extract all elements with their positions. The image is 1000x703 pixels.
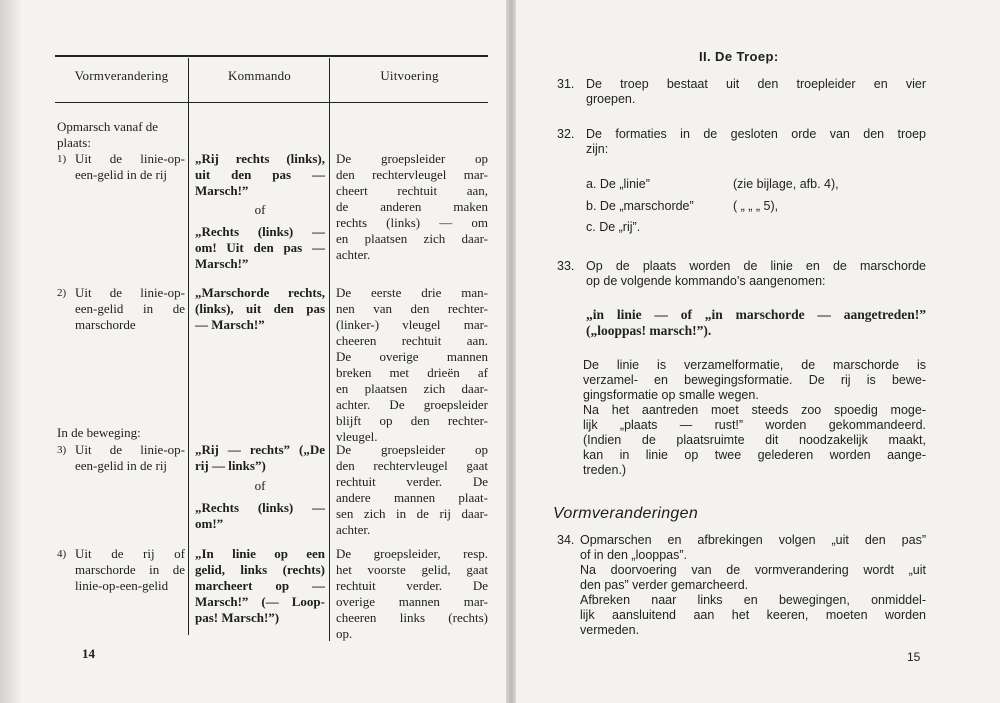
table-cell-line: een-gelid in de rij	[75, 458, 168, 473]
paragraph-line: Opmarschen en afbrekingen volgen „uit den pas”	[580, 533, 926, 547]
table-cell-line: Uit de linie-op-	[75, 285, 185, 300]
table-cell-line: Marsch!” (— Loop-	[195, 594, 325, 609]
row-number: 1)	[57, 153, 67, 165]
formation-label: c. De „rij”.	[586, 220, 641, 234]
item-31	[586, 77, 926, 107]
table-cell-line: marcheert op —	[195, 578, 325, 593]
table-cell-line: pas! Marsch!”)	[195, 610, 280, 625]
table-cell-line: een-gelid in de	[75, 301, 185, 316]
table-cell-line: uit den pas —	[195, 167, 325, 182]
header-kommando: Kommando	[228, 68, 291, 83]
paragraph-line: of in den „looppas”.	[580, 548, 688, 562]
table-cell-line: De groepsleider, resp.	[336, 546, 488, 561]
paragraph-line: Na doorvoering van de vormverandering wordt „uit	[580, 563, 926, 577]
intro-line: plaats:	[57, 135, 91, 150]
table-cell-line: De groepsleider op	[336, 442, 488, 457]
table-cell-line: om! Uit den pas —	[195, 240, 325, 255]
paragraph-line: zijn:	[586, 142, 609, 156]
formation-label: a. De „linie”	[586, 177, 650, 191]
row-3-of	[195, 478, 325, 494]
row-1-kommando	[195, 151, 325, 199]
table-cell-line: Marsch!”	[195, 256, 249, 271]
table-cell-line: cheeren rechtuit aan.	[336, 333, 488, 348]
paragraph-line: Na het aantreden moet steeds zoo spoedig moge-	[583, 403, 926, 417]
table-cell-line: Uit de linie-op-	[75, 442, 185, 457]
section-title: II. De Troep:	[699, 49, 779, 64]
row-1-vorm	[75, 151, 185, 183]
paragraph-line: De troep bestaat uit den troepleider en vier	[586, 77, 926, 91]
row-3-kommando	[195, 442, 325, 474]
row-1-uitvoering	[336, 151, 488, 263]
table-cell-line: „Marschorde rechts,	[195, 285, 325, 300]
item-34	[580, 533, 926, 638]
table-cell-line: De overige mannen	[336, 349, 488, 364]
row-number: 2)	[57, 287, 67, 299]
table-cell-line: (links), uit den pas	[195, 301, 325, 316]
row-2-uitvoering	[336, 285, 488, 445]
intro-text	[57, 119, 187, 151]
row-3-vorm	[75, 442, 185, 474]
table-cell-line: de anderen maken	[336, 199, 488, 214]
table-cell-line: — Marsch!”	[195, 317, 265, 332]
item-33-explanation	[583, 358, 926, 478]
paragraph-line: De formaties in de gesloten orde van den troep	[586, 127, 926, 141]
paragraph-line: den pas” verder gemarcheerd.	[580, 578, 749, 592]
subheading-vormveranderingen: Vormveranderingen	[553, 505, 699, 522]
table-cell-line: achter.	[336, 522, 371, 537]
row-4-vorm	[75, 546, 185, 594]
row-2-vorm	[75, 285, 185, 333]
section-moving	[57, 425, 187, 441]
row-3-kommando-alt	[195, 500, 325, 532]
paragraph-line: verzamel- en bewegingsformatie. De rij is bewe-	[583, 373, 926, 387]
table-cell-line: rij — links”)	[195, 458, 266, 473]
paragraph-line: gingsformatie op smalle wegen.	[583, 388, 759, 402]
row-4-uitvoering	[336, 546, 488, 642]
formation-list-item	[586, 177, 650, 192]
page-number-right: 15	[907, 650, 921, 664]
table-cell-line: gelid, links (rechts)	[195, 562, 325, 577]
row-2-kommando	[195, 285, 325, 333]
of-connector: of	[254, 202, 266, 217]
table-cell-line: overige mannen mar-	[336, 594, 488, 609]
column-divider-2	[329, 58, 330, 641]
page-edge-shadow	[0, 0, 22, 703]
command-line: („looppas! marsch!”).	[586, 323, 712, 338]
table-cell-line: „Rechts (links) —	[195, 500, 325, 515]
column-divider-1	[188, 58, 189, 635]
table-cell-line: marschorde	[75, 317, 136, 332]
row-3-uitvoering	[336, 442, 488, 538]
paragraph-line: lijk „plaats — rust!” worden gekommandeerd.	[583, 418, 926, 432]
table-cell-line: linie-op-een-gelid	[75, 578, 169, 593]
header-uitvoering: Uitvoering	[380, 68, 439, 83]
item-32	[586, 127, 926, 157]
paragraph-line: (Indien de plaatsruimte dit noodzakelijk maakt,	[583, 433, 926, 447]
page-number-left: 14	[82, 646, 95, 661]
paragraph-line: Op de plaats worden de linie en de marschorde	[586, 259, 926, 273]
section-label: In de beweging:	[57, 425, 141, 440]
formation-list-item	[586, 220, 640, 235]
table-cell-line: het voorste gelid, gaat	[336, 562, 488, 577]
item-number: 32.	[557, 127, 575, 141]
table-cell-line: om!”	[195, 516, 224, 531]
table-cell-line: achter. De groepsleider	[336, 397, 488, 412]
table-cell-line: en plaatsen zich daar-	[336, 231, 488, 246]
table-cell-line: cheert rechtuit aan,	[336, 183, 488, 198]
table-cell-line: (linker-) vleugel mar-	[336, 317, 488, 332]
table-cell-line: „Rij — rechts” („De	[195, 442, 325, 457]
paragraph-line: Afbreken naar links en bewegingen, onmiddel-	[580, 593, 926, 607]
table-top-rule	[55, 55, 488, 57]
table-cell-line: cheeren links (rechts)	[336, 610, 488, 625]
command-text	[586, 307, 926, 339]
table-cell-line: blijft op den rechter-	[336, 413, 488, 428]
command-line: „in linie — of „in marschorde — aangetreden!”	[586, 307, 926, 322]
formation-label: b. De „marschorde”	[586, 199, 694, 213]
table-cell-line: De groepsleider op	[336, 151, 488, 166]
formation-ref	[733, 177, 839, 192]
of-connector: of	[254, 478, 266, 493]
table-cell-line: „Rechts (links) —	[195, 224, 325, 239]
paragraph-line: op de volgende kommando’s aangenomen:	[586, 274, 826, 288]
table-cell-line: marschorde in de	[75, 562, 185, 577]
table-cell-line: De eerste drie man-	[336, 285, 488, 300]
paragraph-line: lijk aansluitend aan het keeren, moeten worden	[580, 608, 926, 622]
table-cell-line: op.	[336, 626, 353, 641]
table-cell-line: den rechtervleugel mar-	[336, 167, 488, 182]
table-cell-line: rechts (links) — om	[336, 215, 488, 230]
drill-table	[55, 55, 488, 640]
formation-ref	[733, 199, 778, 214]
table-cell-line: andere mannen plaat-	[336, 490, 488, 505]
paragraph-line: treden.)	[583, 463, 627, 477]
table-cell-line: sen zich in de rij daar-	[336, 506, 488, 521]
table-cell-line: Uit de rij of	[75, 546, 185, 561]
row-number: 4)	[57, 548, 67, 560]
table-cell-line: en plaatsen zich daar-	[336, 381, 488, 396]
paragraph-line: groepen.	[586, 92, 636, 106]
table-cell-line: Marsch!”	[195, 183, 249, 198]
table-header-rule	[55, 102, 488, 103]
formation-list-item	[586, 199, 694, 214]
header-vormverandering: Vormverandering	[74, 68, 169, 83]
table-cell-line: breken met drieën af	[336, 365, 488, 380]
table-cell-line: den rechtervleugel gaat	[336, 458, 488, 473]
paragraph-line: De linie is verzamelformatie, de marschorde is	[583, 358, 926, 372]
formation-ref-text: (zie bijlage, afb. 4),	[733, 177, 839, 191]
row-number: 3)	[57, 444, 67, 456]
item-33	[586, 259, 926, 289]
table-cell-line: „In linie op een	[195, 546, 325, 561]
item-number: 31.	[557, 77, 575, 91]
table-cell-line: „Rij rechts (links),	[195, 151, 325, 166]
item-number: 33.	[557, 259, 575, 273]
table-cell-line: achter.	[336, 247, 371, 262]
intro-line: Opmarsch vanaf de	[57, 119, 159, 134]
table-cell-line: vleugel.	[336, 429, 378, 444]
row-1-kommando-alt	[195, 224, 325, 272]
item-number: 34.	[557, 533, 575, 547]
formation-ref-text: ( „ „ „ 5),	[733, 199, 779, 213]
row-4-kommando	[195, 546, 325, 626]
paragraph-line: vermeden.	[580, 623, 640, 637]
table-cell-line: rechtuit verder. De	[336, 474, 488, 489]
paragraph-line: kan in linie op twee gelederen worden aange-	[583, 448, 926, 462]
table-cell-line: nen van den rechter-	[336, 301, 488, 316]
row-1-of	[195, 202, 325, 218]
table-cell-line: rechtuit verder. De	[336, 578, 488, 593]
table-cell-line: een-gelid in de rij	[75, 167, 168, 182]
table-cell-line: Uit de linie-op-	[75, 151, 185, 166]
